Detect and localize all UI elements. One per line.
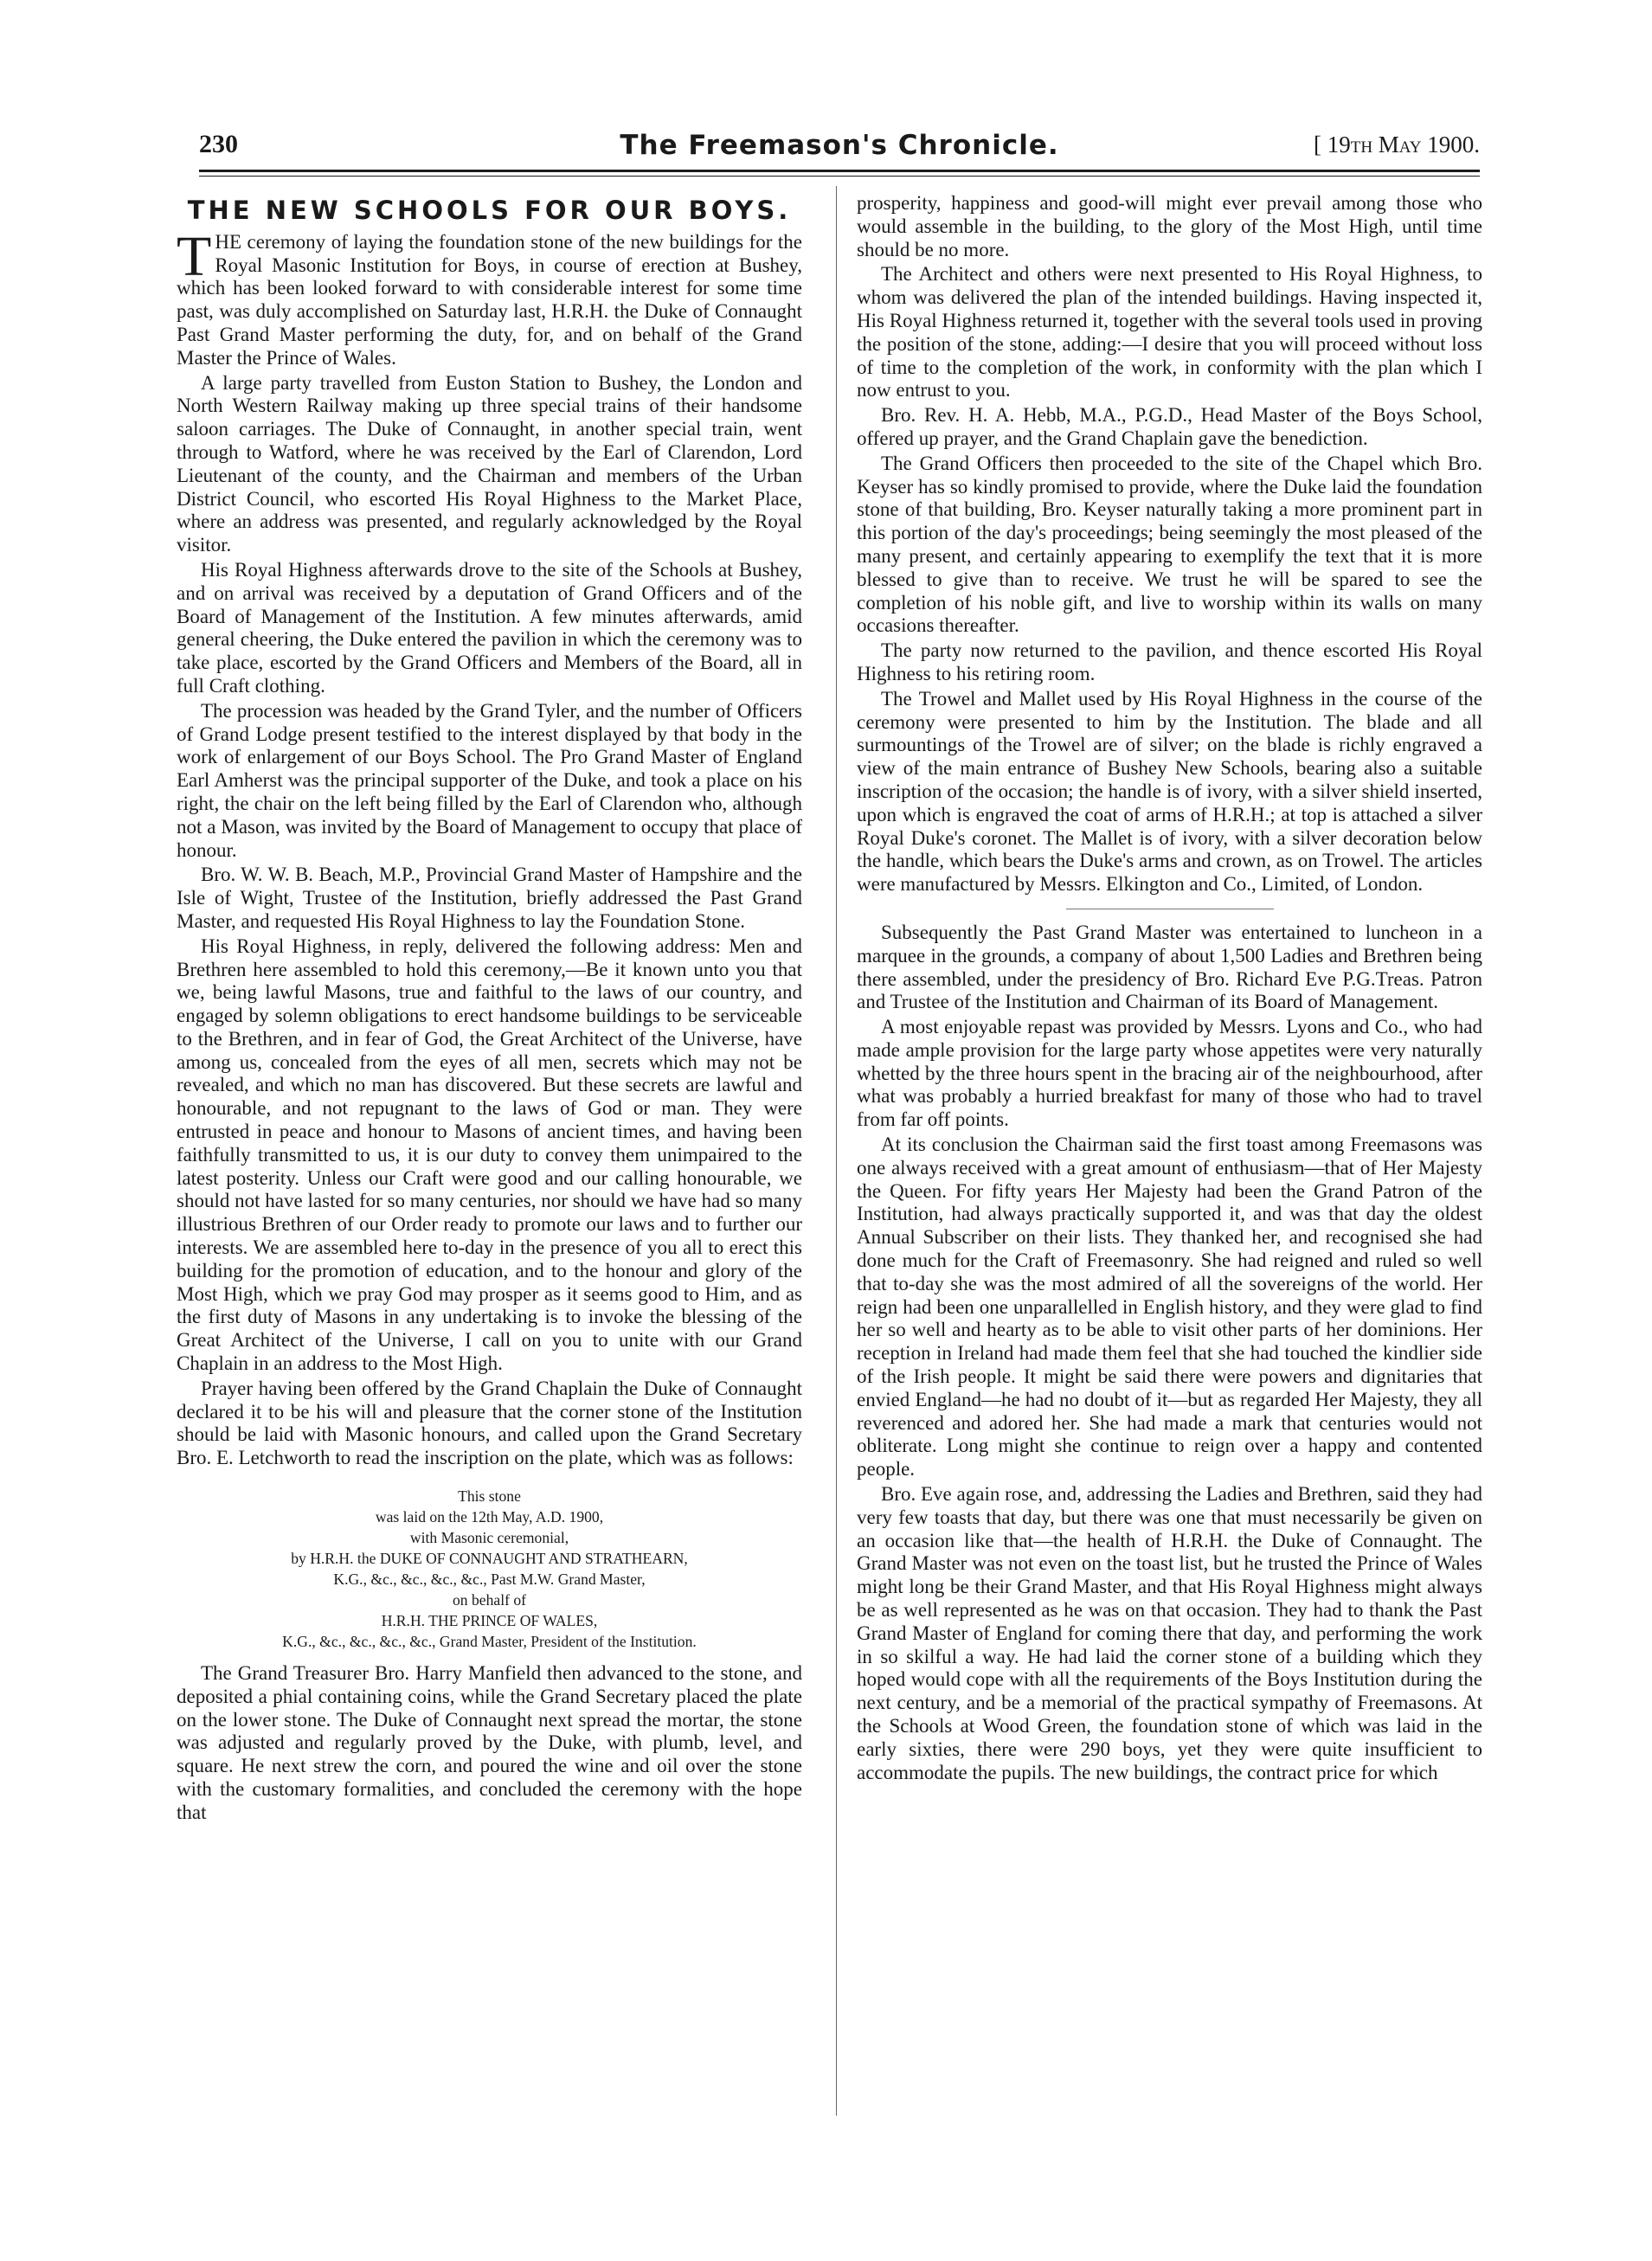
- drop-cap: T: [177, 224, 212, 288]
- paragraph: Bro. Rev. H. A. Hebb, M.A., P.G.D., Head Master of the Boys School, offered up prayer, and the Grand Chaplain gave the benediction.: [857, 404, 1482, 449]
- journal-title: The Freemason's Chronicle.: [620, 130, 1059, 161]
- paragraph: A most enjoyable repast was provided by Messrs. Lyons and Co., who had made ample provision for the large party whose appetites were very naturally whetted by the three hours spent in the bracing air of the neighbourhood, after what was probably a hurried breakfast for many of those who had to travel from far off points.: [857, 1016, 1482, 1131]
- page-number: 230: [199, 130, 238, 158]
- paragraph: Bro. Eve again rose, and, addressing the Ladies and Brethren, said they had very few toasts that day, but there was one that must necessarily be given on an occasion like that—the health of H.R.H. the Duke of Connaught. The Grand Master was not even on the toast list, but he trusted the Prince of Wales might long be their Grand Master, and that His Royal Highness might always be as well represented as he was on that occasion. They had to thank the Past Grand Master of England for coming there that day, and performing the work in so skilful a way. He had laid the corner stone of a building which they hoped would cope with all the requirements of the Boys Institution during the next century, and be a memorial of the practical sympathy of Freemasons. At the Schools at Wood Green, the foundation stone of which was laid in the early sixties, there were 290 boys, yet they were quite insufficient to accommodate the pupils. The new buildings, the contract price for which: [857, 1483, 1482, 1783]
- paragraph: The Grand Officers then proceeded to the site of the Chapel which Bro. Keyser has so kindly promised to provide, where the Duke laid the foundation stone of that building, Bro. Keyser naturally taking a more prominent part in this portion of the day's proceedings; being seemingly the most pleased of the many present, and certainly appearing to exemplify the text that it is more blessed to give than to receive. We trust he will be spared to see the completion of his noble gift, and live to worship within its walls on many occasions thereafter.: [857, 452, 1482, 637]
- article-title: THE NEW SCHOOLS FOR OUR BOYS.: [187, 196, 792, 225]
- inscription-line: was laid on the 12th May, A.D. 1900,: [375, 1508, 604, 1526]
- paragraph: THE ceremony of laying the foundation stone of the new buildings for the Royal Masonic Institution for Boys, in course of erection at Bushey, which has been looked forward to with considerable interest for some time past, was duly accomplished on Saturday last, H.R.H. the Duke of Connaught Past Grand Master performing the duty, for, and on behalf of the Grand Master the Prince of Wales.: [177, 224, 802, 369]
- column-divider: [836, 186, 837, 2116]
- paragraph: His Royal Highness, in reply, delivered the following address: Men and Brethren here assembled to hold this ceremony,—Be it known unto you that we, being lawful Masons, true and faithful to the laws of our country, and engaged by solemn obligations to erect handsome buildings to be serviceable to the Brethren, and in fear of God, the Great Architect of the Universe, have among us, concealed from the eyes of all men, secrets which may not be revealed, and which no man has discovered. But these secrets are lawful and honourable, and not repugnant to the laws of God or man. They were entrusted in peace and honour to Masons of ancient times, and having been faithfully transmitted to us, it is our duty to convey them unimpaired to the latest posterity. Unless our Craft were good and our calling honourable, we should not have lasted for so many centuries, nor should we have had so many illustrious Brethren of our Order ready to promote our laws and to further our interests. We are assembled here to-day in the presence of you all to erect this building for the promotion of education, and to the honour and glory of the Most High, which we pray God may prosper as it seems good to Him, and as the first duty of Masons in any undertaking is to invoke the blessing of the Great Architect of the Universe, I call on you to unite with our Grand Chaplain in an address to the Most High.: [177, 935, 802, 1375]
- stone-inscription: [177, 1486, 802, 1652]
- running-head: [199, 130, 1480, 182]
- inscription-line: This stone: [458, 1487, 521, 1506]
- header-rule: [199, 170, 1480, 172]
- paragraph: At its conclusion the Chairman said the first toast among Freemasons was one always received with a great amount of enthusiasm—that of Her Majesty the Queen. For fifty years Her Majesty had been the Grand Patron of the Institution, had always practically supported it, and was that day the oldest Annual Subscriber on their lists. They thanked her, and recognised she had done much for the Craft of Freemasonry. She had reigned and ruled so well that to-day she was the most admired of all the sovereigns of the world. Her reign had been one unparallelled in English history, and they were glad to find her so well and hearty as to be able to visit other parts of her dominions. Her reception in Ireland had made them feel that she had touched the kindlier side of the Irish people. It might be said there were powers and dignitaries that envied England—he had no doubt of it—but as regarded Her Majesty, they all reverenced and adored her. She had made a mark that centuries would not obliterate. Long might she continue to reign over a happy and contented people.: [857, 1134, 1482, 1481]
- paragraph: The Architect and others were next presented to His Royal Highness, to whom was delivered the plan of the intended buildings. Having inspected it, His Royal Highness returned it, together with the several tools used in proving the position of the stone, adding:—I desire that you will proceed without loss of time to the completion of the work, in conformity with the plan which I now entrust to you.: [857, 263, 1482, 401]
- right-column: [857, 192, 1482, 1786]
- inscription-line: with Masonic ceremonial,: [409, 1529, 569, 1547]
- inscription-line: H.R.H. THE PRINCE OF WALES,: [381, 1612, 598, 1630]
- inscription-line: on behalf of: [452, 1591, 526, 1609]
- paragraph: His Royal Highness afterwards drove to the site of the Schools at Bushey, and on arrival was received by a deputation of Grand Officers and of the Board of Management of the Institution. A few minutes afterwards, amid general cheering, the Duke entered the pavilion in which the ceremony was to take place, escorted by the Grand Officers and Members of the Board, all in full Craft clothing.: [177, 558, 802, 697]
- paragraph: The Grand Treasurer Bro. Harry Manfield then advanced to the stone, and deposited a phial containing coins, while the Grand Secretary placed the plate on the lower stone. The Duke of Connaught next spread the mortar, the stone was adjusted and regularly proved by the Duke, with plumb, level, and square. He next strew the corn, and poured the wine and oil over the stone with the customary formalities, and concluded the ceremony with the hope that: [177, 1662, 802, 1823]
- inscription-line: by H.R.H. the DUKE OF CONNAUGHT AND STRATHEARN,: [291, 1550, 688, 1568]
- inscription-line: K.G., &c., &c., &c., &c., Grand Master, President of the Institution.: [282, 1633, 697, 1651]
- paragraph: The party now returned to the pavilion, and thence escorted His Royal Highness to his retiring room.: [857, 639, 1482, 684]
- paragraph: The Trowel and Mallet used by His Royal Highness in the course of the ceremony were presented to him by the Institution. The blade and all surmountings of the Trowel are of silver; on the blade is richly engraved a view of the main entrance of Bushey New Schools, bearing also a suitable inscription of the occasion; the handle is of ivory, with a silver shield inserted, upon which is engraved the coat of arms of H.R.H.; at top is attached a silver Royal Duke's coronet. The Mallet is of ivory, with a silver decoration below the handle, which bears the Duke's arms and crown, as on Trowel. The articles were manufactured by Messrs. Elkington and Co., Limited, of London.: [857, 687, 1482, 896]
- left-column: [177, 192, 802, 1827]
- inscription-line: K.G., &c., &c., &c., &c., Past M.W. Grand Master,: [333, 1570, 646, 1589]
- header-rule-thin: [199, 176, 1480, 177]
- paragraph: Prayer having been offered by the Grand Chaplain the Duke of Connaught declared it to be his will and pleasure that the corner stone of the Institution should be laid with Masonic honours, and called upon the Grand Secretary Bro. E. Letchworth to read the inscription on the plate, which was as follows:: [177, 1377, 802, 1469]
- paragraph: The procession was headed by the Grand Tyler, and the number of Officers of Grand Lodge present testified to the interest displayed by that body in the work of enlargement of our Boys School. The Pro Grand Master of England Earl Amherst was the principal supporter of the Duke, and took a place on his right, the chair on the left being filled by the Earl of Clarendon who, although not a Mason, was invited by the Board of Management to occupy that place of honour.: [177, 699, 802, 861]
- paragraph: prosperity, happiness and good-will might ever prevail among those who would assemble in the building, to the glory of the Most High, until time should be no more.: [857, 192, 1482, 260]
- paragraph: A large party travelled from Euston Station to Bushey, the London and North Western Railway making up three special trains of their handsome saloon carriages. The Duke of Connaught, in another special train, went through to Watford, where he was received by the Earl of Clarendon, Lord Lieutenant of the county, and the Chairman and members of the Urban District Council, who escorted His Royal Highness to the Market Place, where an address was presented, and regularly acknowledged by the Royal visitor.: [177, 371, 802, 556]
- paragraph: Bro. W. W. B. Beach, M.P., Provincial Grand Master of Hampshire and the Isle of Wight, Trustee of the Institution, briefly addressed the Past Grand Master, and requested His Royal Highness to lay the Foundation Stone.: [177, 864, 802, 932]
- issue-date: [ 19th May 1900.: [1313, 132, 1480, 157]
- paragraph: Subsequently the Past Grand Master was entertained to luncheon in a marquee in the grounds, a company of about 1,500 Ladies and Brethren being there assembled, under the presidency of Bro. Richard Eve P.G.Treas. Patron and Trustee of the Institution and Chairman of its Board of Management.: [857, 921, 1482, 1013]
